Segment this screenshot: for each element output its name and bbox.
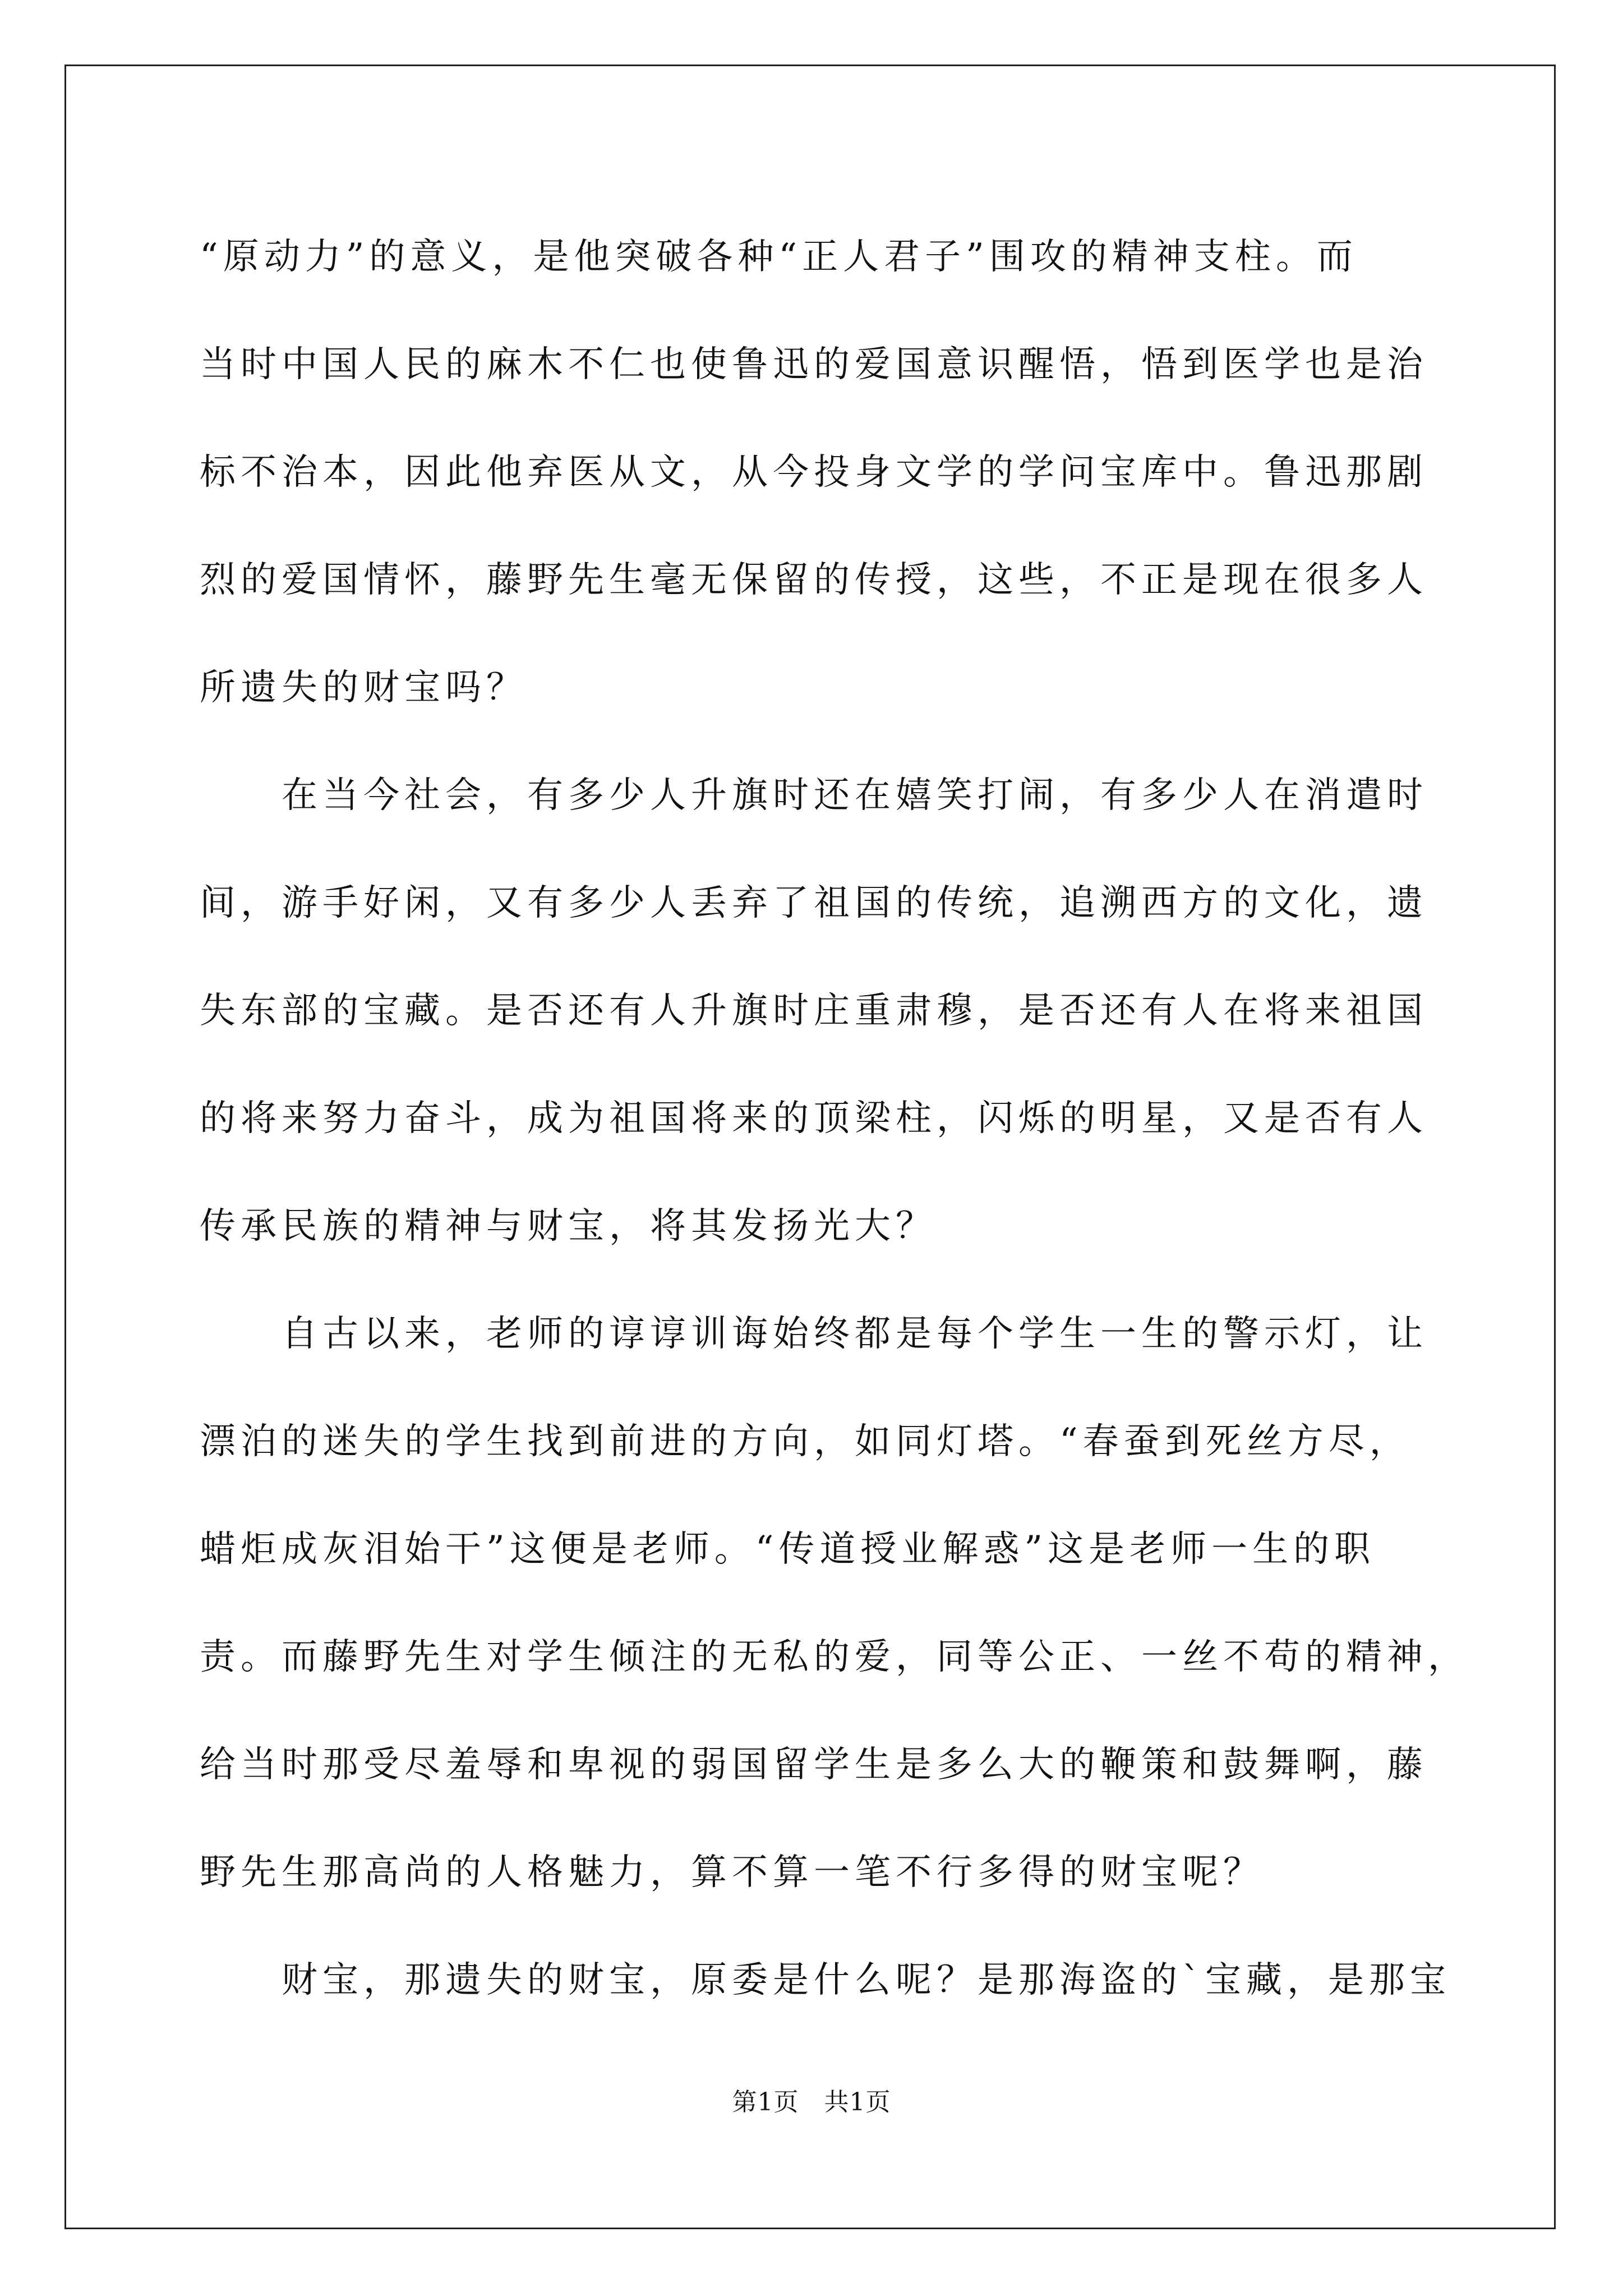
- page-footer: 第1页 共1页: [732, 2088, 891, 2116]
- text-line: 责。而藤野先生对学生倾注的无私的爱，同等公正、一丝不苟的精神，: [200, 1636, 1469, 1678]
- text-line: 传承民族的精神与财宝，将其发扬光大？: [200, 1205, 937, 1247]
- text-line: 给当时那受尽羞辱和卑视的弱国留学生是多么大的鞭策和鼓舞啊，藤: [200, 1744, 1428, 1786]
- text-line: 在当今社会，有多少人升旗时还在嬉笑打闹，有多少人在消遣时: [200, 775, 1428, 816]
- text-line: 漂泊的迷失的学生找到前进的方向，如同灯塔。“春蚕到死丝方尽，: [200, 1421, 1410, 1462]
- text-line: 标不治本，因此他弃医从文，从今投身文学的学问宝库中。鲁迅那剧: [200, 452, 1428, 493]
- text-line: 所遗失的财宝吗？: [200, 667, 527, 708]
- text-line: 财宝，那遗失的财宝，原委是什么呢？是那海盗的`宝藏，是那宝: [200, 1959, 1451, 2001]
- text-line: 自古以来，老师的谆谆训诲始终都是每个学生一生的警示灯，让: [200, 1313, 1428, 1355]
- text-line: 野先生那高尚的人格魅力，算不算一笔不行多得的财宝呢？: [200, 1852, 1264, 1893]
- text-line: “原动力”的意义，是他突破各种“正人君子”围攻的精神支柱。而: [200, 236, 1358, 278]
- text-line: 失东部的宝藏。是否还有人升旗时庄重肃穆，是否还有人在将来祖国: [200, 990, 1428, 1032]
- text-line: 当时中国人民的麻木不仁也使鲁迅的爱国意识醒悟，悟到医学也是治: [200, 344, 1428, 385]
- text-line: 蜡炬成灰泪始干”这便是老师。“传道授业解惑”这是老师一生的职: [200, 1529, 1376, 1570]
- document-body: [200, 203, 1469, 2034]
- text-line: 烈的爱国情怀，藤野先生毫无保留的传授，这些，不正是现在很多人: [200, 559, 1428, 601]
- text-line: 的将来努力奋斗，成为祖国将来的顶梁柱，闪烁的明星，又是否有人: [200, 1098, 1428, 1139]
- text-line: 间，游手好闲，又有多少人丢弃了祖国的传统，追溯西方的文化，遗: [200, 882, 1428, 924]
